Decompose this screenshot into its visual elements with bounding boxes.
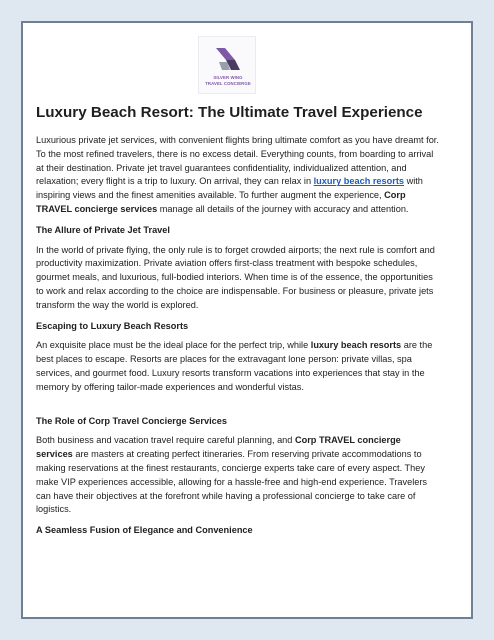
resorts-text-2: are the best places to escape. Resorts are places for the extravagant lone person: private villas, spa services, and gourmet food. Luxury resorts transform vacations into experiences that stay in the memory by offering tailor-made experiences and wonderful vistas.	[36, 340, 433, 392]
concierge-text-1: Both business and vacation travel require careful planning, and	[36, 435, 295, 446]
section-heading-beach-resorts: Escaping to Luxury Beach Resorts	[36, 320, 189, 331]
company-logo	[198, 36, 256, 94]
logo-text-line1: SILVER WING	[213, 75, 243, 80]
resorts-bold-text: luxury beach resorts	[310, 340, 402, 351]
page-title: Luxury Beach Resort: The Ultimate Travel Experience	[36, 104, 423, 121]
intro-text-3: manage all details of the journey with accuracy and attention.	[157, 203, 409, 214]
article-body	[36, 104, 440, 544]
concierge-bold-text: Corp TRAVEL concierge services	[36, 435, 401, 460]
intro-text-2: with inspiring views and the finest amenities available. To further augment the experience,	[36, 176, 423, 201]
intro-text-1: Luxurious private jet services, with convenient flights bring ultimate comfort as you have dreamt for. To the most refined travelers, there is no excess detail. Everything counts, from boarding to arrival at their destination. Private jet travel guarantees confidentiality, individualized attention, and relaxation; every flight is a trip to luxury. On arrival, they can relax in	[36, 135, 439, 187]
intro-paragraph	[36, 134, 440, 217]
section-heading-private-jet: The Allure of Private Jet Travel	[36, 224, 170, 235]
concierge-text-2: are masters at creating perfect itineraries. From reserving private accommodations to making reservations at the finest restaurants, concierge experts take care of every aspect. They make VIP experiences accessible, allowing for a hassle-free and high-end experience. Travelers can have their objectives at the forefront while having a professional concierge to take care of logistics.	[36, 449, 428, 515]
section-paragraph-private-jet: In the world of private flying, the only rule is to forget crowded airports; the next rule is comfort and productivity maximization. Private aviation offers first-class treatment with bespoke schedules, gourmet meals, and luxurious, full-bodied interiors. When time is of the essence, the opportunities to work and relax according to the choice are indispensable. For business or pleasure, private jets transform the way the world is explored.	[36, 244, 435, 310]
section-heading-elegance: A Seamless Fusion of Elegance and Convenience	[36, 525, 253, 536]
logo-text-line2: TRAVEL CONCIERGE	[205, 81, 251, 86]
section-paragraph-concierge	[36, 434, 440, 517]
paragraph-spacer	[36, 402, 440, 415]
section-paragraph-beach-resorts	[36, 339, 440, 394]
resorts-text-1: An exquisite place must be the ideal place for the perfect trip, while	[36, 340, 311, 351]
wing-logo-icon	[213, 44, 243, 74]
section-heading-concierge: The Role of Corp Travel Concierge Services	[36, 415, 227, 426]
luxury-beach-resorts-link[interactable]: luxury beach resorts	[313, 176, 405, 187]
intro-bold-text: Corp TRAVEL concierge services	[36, 190, 406, 214]
